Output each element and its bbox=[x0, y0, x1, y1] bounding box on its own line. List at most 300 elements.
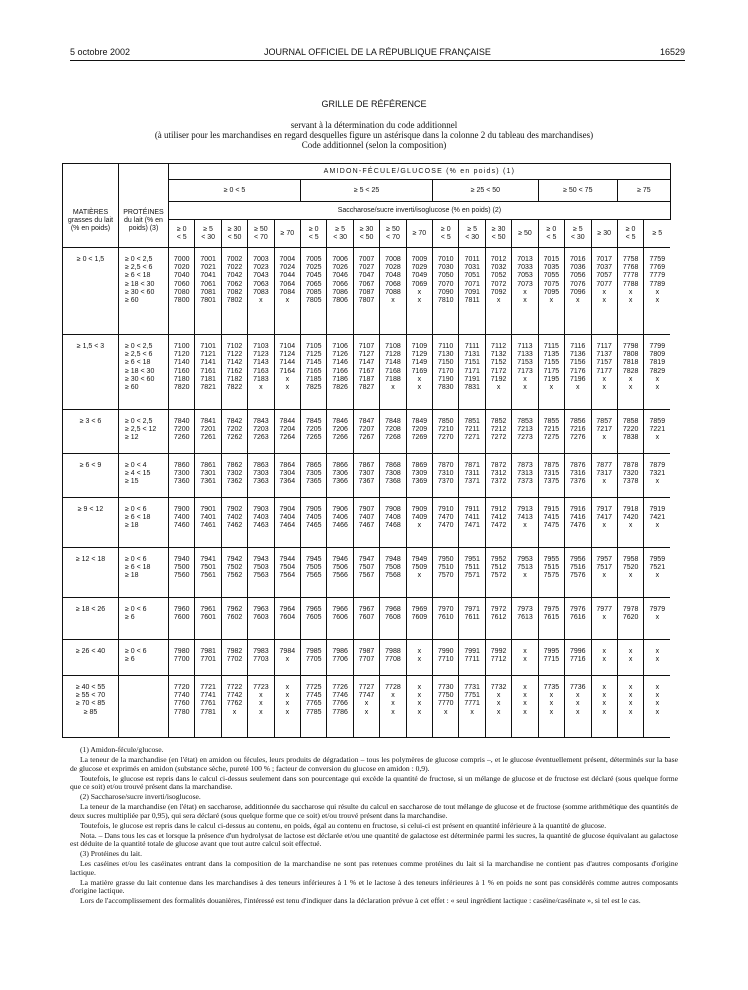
code-value: 7829 bbox=[649, 367, 666, 375]
proteines-value: ≥ 0 < 6 bbox=[125, 606, 147, 613]
code-value: 7969 bbox=[411, 606, 428, 613]
sucre-range-text: ≥ 50 bbox=[254, 225, 268, 233]
code-cell bbox=[565, 248, 591, 335]
sucre-range bbox=[512, 220, 538, 248]
code-cell bbox=[221, 598, 247, 640]
code-value: 7051 bbox=[464, 272, 480, 280]
matiere-value: ≥ 70 < 85 bbox=[75, 700, 106, 708]
code-cell bbox=[512, 676, 538, 738]
code-value: 7831 bbox=[464, 384, 480, 392]
code-value: 7311 bbox=[464, 470, 480, 478]
proteines-value: ≥ 30 < 60 bbox=[125, 288, 155, 296]
code-value: 7710 bbox=[437, 656, 454, 664]
proteines-value: ≥ 2,5 < 6 bbox=[125, 351, 153, 359]
code-value: 7363 bbox=[253, 478, 269, 486]
code-value: 7728 bbox=[385, 684, 401, 691]
code-value: 7365 bbox=[305, 478, 322, 486]
code-value: x bbox=[602, 288, 606, 296]
code-value: x bbox=[444, 708, 448, 716]
code-value: x bbox=[628, 700, 633, 708]
code-value: 7868 bbox=[385, 462, 401, 469]
sucre-range-text: < 50 bbox=[359, 233, 374, 241]
proteines-cell bbox=[119, 676, 169, 738]
footnote-paragraph: La teneur de la marchandise (en l'état) en amidon ou fécules, leurs produits de dégradation – tous les polymères de glucose compris –, et le glucose éventuellement présent, déterminés sur la base de glucose et exprimés en amidon (substance sèche, pureté 100 % ; facteur de conversion du glucose en amidon : 0,9). bbox=[70, 755, 678, 773]
code-value: x bbox=[602, 614, 606, 622]
code-cell bbox=[327, 335, 353, 410]
code-value: 7208 bbox=[385, 426, 401, 434]
code-value: 7082 bbox=[226, 288, 243, 296]
code-value: x bbox=[285, 708, 290, 716]
code-value: x bbox=[417, 648, 422, 655]
code-value: 7206 bbox=[332, 426, 348, 434]
code-value: 7195 bbox=[543, 375, 560, 383]
code-cell bbox=[512, 640, 538, 676]
code-value: 7948 bbox=[385, 556, 401, 563]
code-value: 7964 bbox=[279, 606, 296, 613]
code-value: 7111 bbox=[464, 343, 480, 350]
code-value: x bbox=[523, 692, 527, 700]
code-value: 7102 bbox=[226, 343, 243, 350]
code-value: 7163 bbox=[253, 367, 269, 375]
code-value: 7564 bbox=[279, 572, 296, 580]
code-value: 7092 bbox=[490, 288, 507, 296]
code-cell bbox=[327, 676, 353, 738]
code-cell bbox=[591, 598, 617, 640]
code-value: 7987 bbox=[358, 648, 375, 655]
code-value: 7952 bbox=[490, 556, 507, 563]
code-value: 7372 bbox=[490, 478, 507, 486]
table-row bbox=[63, 248, 671, 335]
code-cell bbox=[459, 640, 485, 676]
code-cell bbox=[221, 454, 247, 498]
matiere-cell bbox=[63, 335, 119, 410]
code-value: 7270 bbox=[437, 434, 454, 442]
code-value: 7308 bbox=[385, 470, 401, 478]
code-cell bbox=[565, 410, 591, 454]
code-value: 7366 bbox=[332, 478, 348, 486]
code-value: 7778 bbox=[622, 272, 639, 280]
code-cell bbox=[169, 548, 195, 598]
sucre-range-text: ≥ 50 bbox=[518, 229, 532, 237]
code-value: 7001 bbox=[200, 256, 216, 263]
code-cell bbox=[248, 335, 274, 410]
code-cell bbox=[301, 548, 327, 598]
code-value: 7110 bbox=[438, 343, 454, 350]
code-value: 7941 bbox=[200, 556, 216, 563]
code-cell bbox=[485, 640, 511, 676]
code-value: 7121 bbox=[200, 351, 216, 359]
code-value: 7116 bbox=[570, 343, 586, 350]
code-value: 7264 bbox=[279, 434, 296, 442]
code-value: 7362 bbox=[226, 478, 243, 486]
code-value: 7106 bbox=[332, 343, 348, 350]
code-value: 7904 bbox=[279, 506, 296, 513]
sucre-range bbox=[195, 220, 221, 248]
code-cell bbox=[433, 548, 459, 598]
code-cell bbox=[353, 410, 379, 454]
code-value: 7088 bbox=[385, 288, 401, 296]
code-cell bbox=[353, 498, 379, 548]
code-value: 7004 bbox=[279, 256, 296, 263]
code-value: x bbox=[628, 288, 633, 296]
code-cell bbox=[274, 598, 300, 640]
code-value: 7403 bbox=[253, 514, 269, 522]
code-value: 7175 bbox=[543, 367, 560, 375]
code-value: 7007 bbox=[358, 256, 375, 263]
code-value: 7961 bbox=[200, 606, 216, 613]
code-value: x bbox=[628, 522, 633, 530]
code-value: x bbox=[523, 708, 527, 716]
code-value: 7849 bbox=[411, 418, 428, 425]
code-value: 7083 bbox=[253, 288, 269, 296]
code-cell bbox=[538, 248, 564, 335]
code-value: 7275 bbox=[543, 434, 560, 442]
table-row bbox=[63, 640, 671, 676]
code-value: 7806 bbox=[332, 297, 348, 305]
code-value: 7125 bbox=[305, 351, 322, 359]
code-cell bbox=[406, 598, 432, 640]
code-value: 7830 bbox=[437, 384, 454, 392]
code-value: 7609 bbox=[411, 614, 428, 622]
code-cell bbox=[248, 676, 274, 738]
code-cell bbox=[274, 498, 300, 548]
code-value: 7730 bbox=[437, 684, 454, 691]
code-value: 7970 bbox=[437, 606, 454, 613]
code-value: 7080 bbox=[173, 288, 190, 296]
code-value: 7760 bbox=[173, 700, 190, 708]
code-value: 7126 bbox=[332, 351, 348, 359]
code-value: 7316 bbox=[570, 470, 586, 478]
code-value: 7600 bbox=[173, 614, 190, 622]
code-value: x bbox=[523, 288, 527, 296]
code-value: 7828 bbox=[622, 367, 639, 375]
code-value: 7135 bbox=[543, 351, 560, 359]
code-value: 7847 bbox=[358, 418, 375, 425]
code-value: 7841 bbox=[200, 418, 216, 425]
code-value: 7165 bbox=[305, 367, 322, 375]
code-value: 7043 bbox=[253, 272, 269, 280]
code-value: x bbox=[576, 692, 580, 700]
code-value: 7950 bbox=[437, 556, 454, 563]
code-value: 7945 bbox=[305, 556, 322, 563]
column-header-matieres-text: MATIÈRES grasses du lait (% en poids) bbox=[67, 208, 114, 232]
sucre-range-text: ≥ 30 bbox=[491, 225, 506, 233]
code-value: 7011 bbox=[464, 256, 480, 263]
code-value: 7509 bbox=[411, 564, 428, 572]
footnote-paragraph: Nota. – Dans tous les cas et lorsque la présence d'un hydrolysat de lactose est déclarée et/ou une quantité de galactose est déterminée parmi les sucres, la quantité de glucose équivalant au galactose est déduite de la quantité totale de glucose avant que tout autre calcul soit effectué. bbox=[70, 830, 678, 848]
code-value: 7570 bbox=[437, 572, 454, 580]
code-value: x bbox=[417, 684, 422, 691]
code-value: 7958 bbox=[622, 556, 639, 563]
code-value: 7050 bbox=[437, 272, 454, 280]
code-value: 7463 bbox=[253, 522, 269, 530]
code-cell bbox=[565, 335, 591, 410]
proteines-value: ≥ 30 < 60 bbox=[125, 375, 155, 383]
matiere-cell bbox=[63, 548, 119, 598]
code-value: 7170 bbox=[437, 367, 454, 375]
code-cell bbox=[485, 454, 511, 498]
code-cell bbox=[248, 498, 274, 548]
code-value: 7261 bbox=[200, 434, 216, 442]
code-value: 7035 bbox=[543, 264, 560, 272]
proteines-value: ≥ 0 < 2,5 bbox=[125, 343, 153, 350]
code-value: 7603 bbox=[253, 614, 269, 622]
code-cell bbox=[433, 598, 459, 640]
code-value: x bbox=[285, 656, 290, 664]
code-value: 7972 bbox=[490, 606, 507, 613]
footnotes bbox=[70, 745, 678, 907]
code-value: 7765 bbox=[305, 700, 322, 708]
sucre-range-text: ≥ 30 bbox=[227, 225, 242, 233]
proteines-value: ≥ 0 < 6 bbox=[125, 506, 147, 513]
code-value: 7104 bbox=[279, 343, 296, 350]
code-cell bbox=[327, 498, 353, 548]
code-value: 7517 bbox=[596, 564, 612, 572]
code-cell bbox=[644, 248, 671, 335]
code-value: 7267 bbox=[358, 434, 375, 442]
code-value: 7511 bbox=[464, 564, 480, 572]
code-value: 7063 bbox=[253, 280, 269, 288]
code-value: 7177 bbox=[596, 367, 612, 375]
code-value: 7561 bbox=[200, 572, 216, 580]
code-cell bbox=[433, 248, 459, 335]
code-value: 7412 bbox=[490, 514, 507, 522]
proteines-value: ≥ 6 < 18 bbox=[125, 564, 151, 572]
code-value: 7137 bbox=[596, 351, 612, 359]
code-value: 7146 bbox=[332, 359, 348, 367]
code-cell bbox=[248, 454, 274, 498]
code-cell bbox=[353, 454, 379, 498]
code-value: 7216 bbox=[570, 426, 586, 434]
footnote-heading: (3) Protéines du lait. bbox=[80, 849, 143, 858]
code-cell bbox=[617, 640, 643, 676]
code-value: 7620 bbox=[622, 614, 639, 622]
code-value: 7101 bbox=[200, 343, 216, 350]
code-value: x bbox=[655, 478, 660, 486]
code-value: 7808 bbox=[622, 351, 639, 359]
code-value: 7132 bbox=[490, 351, 507, 359]
code-value: 7142 bbox=[226, 359, 243, 367]
code-value: 7041 bbox=[200, 272, 216, 280]
code-value: 7768 bbox=[622, 264, 639, 272]
code-value: 7838 bbox=[622, 434, 639, 442]
code-cell bbox=[301, 410, 327, 454]
code-cell bbox=[327, 598, 353, 640]
code-cell bbox=[406, 498, 432, 548]
code-value: x bbox=[655, 434, 660, 442]
code-value: 7047 bbox=[358, 272, 375, 280]
code-value: x bbox=[655, 700, 660, 708]
code-cell bbox=[327, 454, 353, 498]
code-cell bbox=[380, 598, 406, 640]
code-value: 7016 bbox=[570, 256, 586, 263]
code-value: 7055 bbox=[543, 272, 560, 280]
code-value: 7140 bbox=[173, 359, 190, 367]
code-value: 7857 bbox=[596, 418, 612, 425]
code-value: 7025 bbox=[305, 264, 322, 272]
code-value: 7789 bbox=[649, 280, 666, 288]
code-value: 7020 bbox=[173, 264, 190, 272]
code-cell bbox=[459, 548, 485, 598]
code-value: 7825 bbox=[305, 384, 322, 392]
code-cell bbox=[538, 498, 564, 548]
matiere-value: ≥ 3 < 6 bbox=[79, 418, 102, 425]
code-value: 7512 bbox=[490, 564, 507, 572]
code-cell bbox=[169, 248, 195, 335]
code-cell bbox=[248, 410, 274, 454]
proteines-value: ≥ 12 bbox=[125, 434, 139, 442]
code-value: 7771 bbox=[464, 700, 480, 708]
code-value: 7912 bbox=[490, 506, 507, 513]
matiere-cell bbox=[63, 640, 119, 676]
code-cell bbox=[459, 498, 485, 548]
code-cell bbox=[512, 335, 538, 410]
code-value: x bbox=[655, 375, 660, 383]
code-value: 7204 bbox=[279, 426, 296, 434]
code-cell bbox=[538, 640, 564, 676]
code-value: 7476 bbox=[570, 522, 586, 530]
code-cell bbox=[538, 454, 564, 498]
code-cell bbox=[644, 548, 671, 598]
code-value: 7369 bbox=[411, 478, 428, 486]
code-value: x bbox=[259, 692, 263, 700]
code-value: 7305 bbox=[305, 470, 322, 478]
code-value: 7908 bbox=[385, 506, 401, 513]
code-value: 7085 bbox=[305, 288, 322, 296]
code-cell bbox=[565, 548, 591, 598]
code-value: 7705 bbox=[305, 656, 322, 664]
matiere-value: ≥ 85 bbox=[83, 708, 98, 716]
code-value: 7070 bbox=[437, 280, 454, 288]
code-value: x bbox=[496, 692, 501, 700]
code-value: 7900 bbox=[173, 506, 190, 513]
code-value: 7402 bbox=[226, 514, 243, 522]
code-value: 7851 bbox=[464, 418, 480, 425]
code-value: 7707 bbox=[358, 656, 375, 664]
code-value: 7855 bbox=[543, 418, 560, 425]
code-value: 7992 bbox=[490, 648, 507, 655]
code-value: 7869 bbox=[411, 462, 428, 469]
code-value: 7155 bbox=[543, 359, 560, 367]
code-value: x bbox=[655, 708, 660, 716]
code-value: 7981 bbox=[200, 648, 216, 655]
code-value: x bbox=[417, 375, 422, 383]
code-value: 7735 bbox=[543, 684, 560, 691]
code-cell bbox=[169, 410, 195, 454]
code-value: x bbox=[602, 692, 606, 700]
sucre-range-text: ≥ 0 bbox=[308, 225, 319, 233]
code-value: x bbox=[655, 384, 660, 392]
sucre-range bbox=[644, 220, 671, 248]
code-cell bbox=[485, 498, 511, 548]
sucre-range-text: ≥ 5 bbox=[652, 229, 663, 237]
code-cell bbox=[538, 676, 564, 738]
code-value: 7916 bbox=[570, 506, 586, 513]
code-value: 7466 bbox=[332, 522, 348, 530]
code-value: x bbox=[259, 700, 263, 708]
code-value: 7304 bbox=[279, 470, 296, 478]
code-value: 7149 bbox=[411, 359, 428, 367]
amidon-range: ≥ 25 < 50 bbox=[433, 180, 539, 202]
code-value: 7827 bbox=[358, 384, 375, 392]
proteines-cell bbox=[119, 598, 169, 640]
code-value: 7084 bbox=[279, 288, 296, 296]
code-value: x bbox=[285, 684, 290, 691]
code-value: x bbox=[602, 478, 606, 486]
code-cell bbox=[301, 454, 327, 498]
code-cell bbox=[644, 454, 671, 498]
code-value: 7075 bbox=[543, 280, 560, 288]
code-value: 7151 bbox=[464, 359, 480, 367]
code-value: 7057 bbox=[596, 272, 612, 280]
code-value: 7862 bbox=[226, 462, 243, 469]
code-value: 7320 bbox=[622, 470, 639, 478]
code-cell bbox=[274, 454, 300, 498]
code-value: 7907 bbox=[358, 506, 375, 513]
code-value: 7873 bbox=[517, 462, 533, 469]
code-value: 7826 bbox=[332, 384, 348, 392]
code-value: 7751 bbox=[464, 692, 480, 700]
code-cell bbox=[617, 454, 643, 498]
code-cell bbox=[565, 676, 591, 738]
code-value: 7702 bbox=[226, 656, 243, 664]
code-cell bbox=[327, 548, 353, 598]
proteines-cell bbox=[119, 410, 169, 454]
code-value: 7940 bbox=[173, 556, 190, 563]
code-cell bbox=[195, 410, 221, 454]
table-row bbox=[63, 498, 671, 548]
code-cell bbox=[565, 454, 591, 498]
sucre-range-text: < 50 bbox=[227, 233, 242, 241]
code-value: 7168 bbox=[385, 367, 401, 375]
code-value: x bbox=[364, 700, 369, 708]
code-value: x bbox=[523, 700, 527, 708]
code-value: 7002 bbox=[226, 256, 243, 263]
code-value: 7745 bbox=[305, 692, 322, 700]
code-value: 7376 bbox=[570, 478, 586, 486]
proteines-cell bbox=[119, 548, 169, 598]
code-value: 7905 bbox=[305, 506, 322, 513]
code-value: 7042 bbox=[226, 272, 243, 280]
code-value: 7562 bbox=[226, 572, 243, 580]
sucre-range-text: ≥ 0 bbox=[440, 225, 451, 233]
code-value: 7087 bbox=[358, 288, 375, 296]
code-value: 7572 bbox=[490, 572, 507, 580]
code-value: 7217 bbox=[596, 426, 612, 434]
code-value: 7472 bbox=[490, 522, 507, 530]
proteines-value: ≥ 60 bbox=[125, 297, 139, 305]
code-value: x bbox=[549, 700, 554, 708]
code-value: x bbox=[602, 434, 606, 442]
code-value: 7040 bbox=[173, 272, 190, 280]
code-value: x bbox=[549, 384, 554, 392]
code-value: 7164 bbox=[279, 367, 296, 375]
code-value: 7616 bbox=[570, 614, 586, 622]
code-value: 7501 bbox=[200, 564, 216, 572]
code-value: 7271 bbox=[464, 434, 480, 442]
code-value: 7360 bbox=[173, 478, 190, 486]
code-cell bbox=[406, 676, 432, 738]
code-value: 7409 bbox=[411, 514, 428, 522]
amidon-header: AMIDON-FÉCULE/GLUCOSE (% en poids) (1) bbox=[169, 164, 671, 180]
code-value: 7821 bbox=[200, 384, 216, 392]
code-value: x bbox=[417, 297, 422, 305]
table-row bbox=[63, 454, 671, 498]
code-value: 7506 bbox=[332, 564, 348, 572]
code-value: 7475 bbox=[543, 522, 560, 530]
proteines-cell bbox=[119, 640, 169, 676]
code-value: 7145 bbox=[305, 359, 322, 367]
